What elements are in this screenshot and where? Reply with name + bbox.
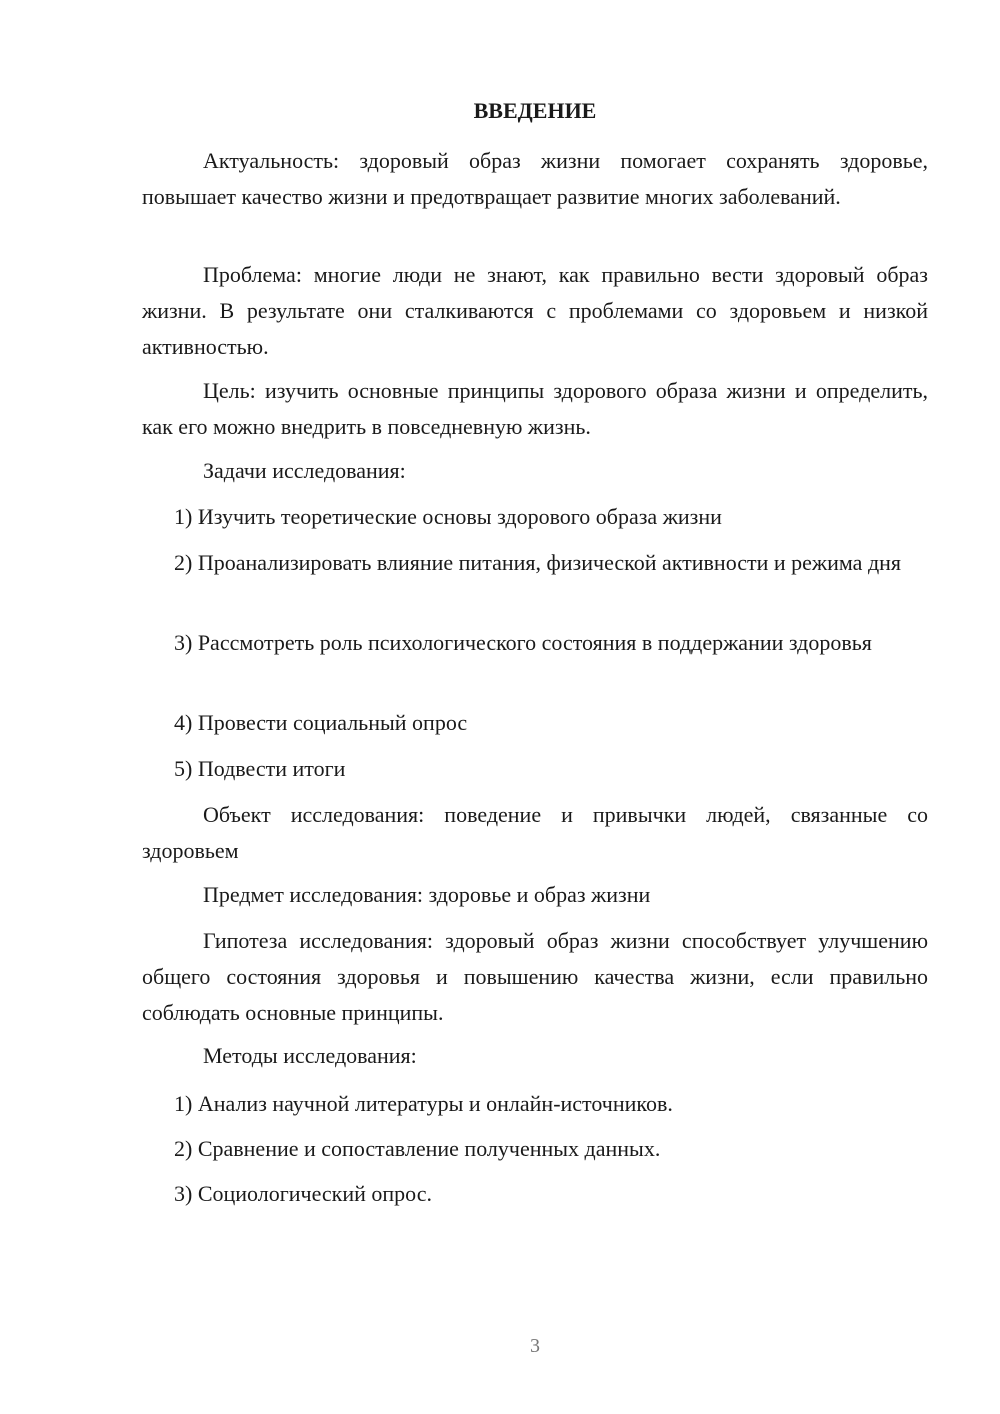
- methods-heading: Методы исследования:: [203, 1043, 417, 1068]
- method-item: 2) Сравнение и сопоставление полученных данных.: [174, 1136, 661, 1161]
- task-item: 1) Изучить теоретические основы здорового образа жизни: [174, 504, 722, 529]
- task-item: 2) Проанализировать влияние питания, физической активности и режима дня: [174, 550, 902, 575]
- goal-paragraph: Цель: изучить основные принципы здорового образа жизни и определить, как его можно внедрить в повседневную жизнь.: [142, 378, 928, 439]
- method-item: 3) Социологический опрос.: [174, 1181, 432, 1206]
- section-title: ВВЕДЕНИЕ: [473, 98, 597, 123]
- page-number: 3: [530, 1335, 540, 1357]
- subject-paragraph: Предмет исследования: здоровье и образ жизни: [203, 882, 651, 907]
- object-paragraph: Объект исследования: поведение и привычки людей, связанные со здоровьем: [142, 802, 928, 863]
- method-item: 1) Анализ научной литературы и онлайн-источников.: [174, 1091, 673, 1116]
- task-item: 5) Подвести итоги: [174, 756, 346, 781]
- tasks-heading: Задачи исследования:: [203, 458, 406, 483]
- problem-paragraph: Проблема: многие люди не знают, как правильно вести здоровый образ жизни. В результате они сталкиваются с проблемами со здоровьем и низкой активностью.: [142, 262, 928, 359]
- relevance-paragraph: Актуальность: здоровый образ жизни помогает сохранять здоровье, повышает качество жизни и предотвращает развитие многих заболеваний.: [142, 148, 928, 209]
- task-item: 4) Провести социальный опрос: [174, 710, 468, 735]
- hypothesis-paragraph: Гипотеза исследования: здоровый образ жизни способствует улучшению общего состояния здоровья и повышению качества жизни, если правильно соблюдать основные принципы.: [142, 928, 928, 1025]
- task-item: 3) Рассмотреть роль психологического состояния в поддержании здоровья: [174, 630, 872, 655]
